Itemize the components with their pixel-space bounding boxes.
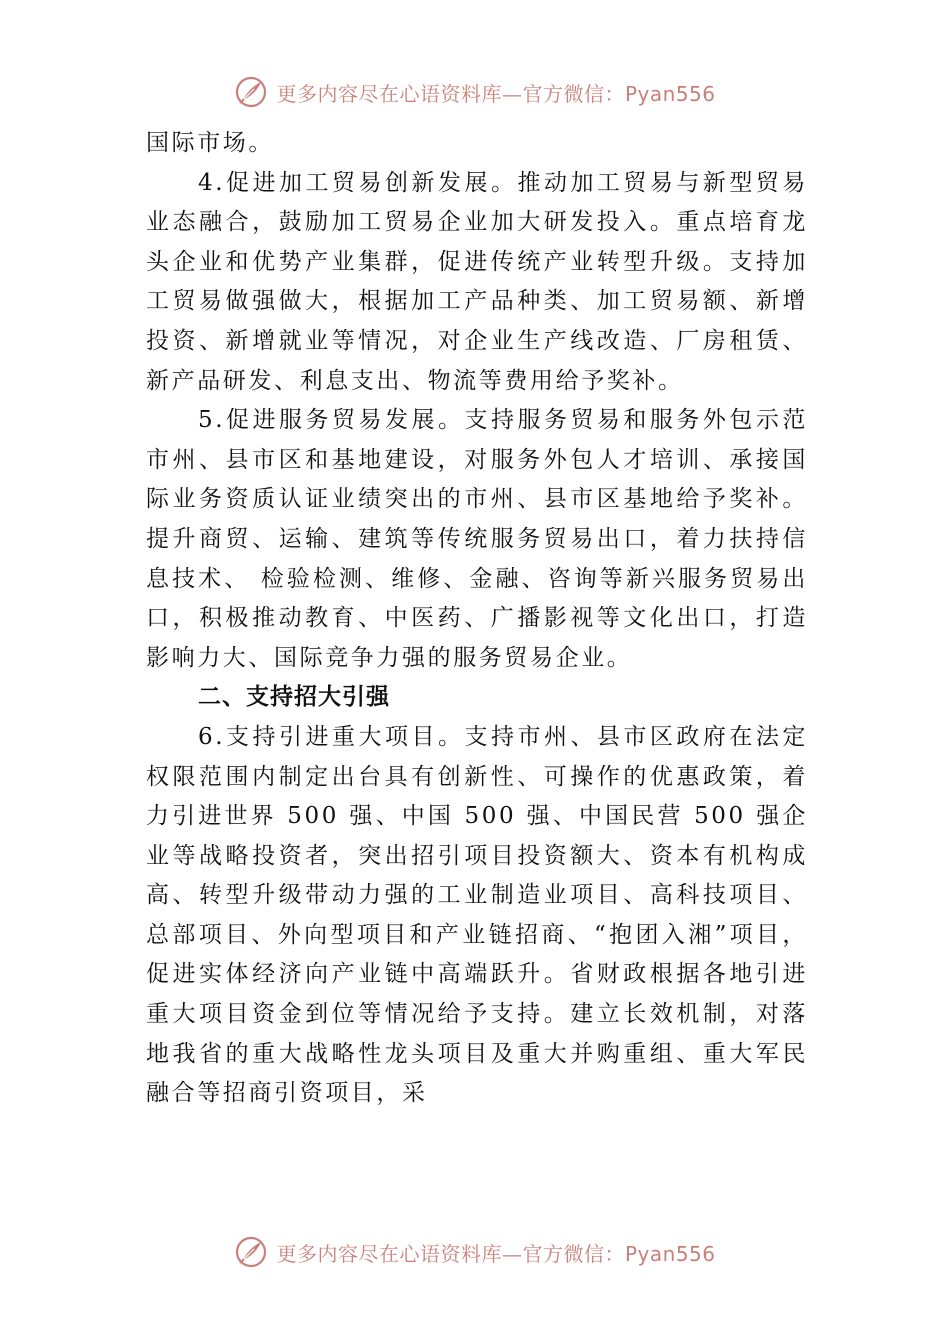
watermark-wechat-id: Pyan556 <box>624 1241 716 1266</box>
section-heading: 二、支持招大引强 <box>198 684 390 711</box>
watermark-wechat-id: Pyan556 <box>624 81 716 106</box>
paragraph-item-6: 6.支持引进重大项目。支持市州、县市区政府在法定权限范围内制定出台具有创新性、可操作的优惠政策，着力引进世界 500 强、中国 500 强、中国民营 500 强企业等战略投资者，突出招引项目投资额大、资本有机构成高、转型升级带动力强的工业制造业项目、高科技项目、总部项目、外向型项目和产业链招商、“抱团入湘”项目，促进实体经济向产业链中高端跃升。省财政根据各地引进重大项目资金到位等情况给予支持。建立长效机制，对落地我省的重大战略性龙头项目及重大并购重组、重大军民融合等招商引资项目，采 <box>146 723 808 1107</box>
document-body <box>146 124 808 1114</box>
footer-watermark <box>0 1232 950 1272</box>
paragraph-continuation: 国际市场。 <box>146 130 274 156</box>
watermark-text: 更多内容尽在心语资料库—官方微信： <box>276 81 625 106</box>
paragraph-item-4: 4.促进加工贸易创新发展。推动加工贸易与新型贸易业态融合，鼓励加工贸易企业加大研发投入。重点培育龙头企业和优势产业集群，促进传统产业转型升级。支持加工贸易做强做大，根据加工产品种类、加工贸易额、新增投资、新增就业等情况，对企业生产线改造、厂房租赁、新产品研发、利息支出、物流等费用给予奖补。 <box>146 169 808 394</box>
watermark-text: 更多内容尽在心语资料库—官方微信： <box>276 1241 625 1266</box>
feather-circle-logo-icon <box>234 75 268 109</box>
feather-circle-logo-icon <box>234 1235 268 1269</box>
paragraph-item-5: 5.促进服务贸易发展。支持服务贸易和服务外包示范市州、县市区和基地建设，对服务外包人才培训、承接国际业务资质认证业绩突出的市州、县市区基地给予奖补。提升商贸、运输、建筑等传统服务贸易出口，着力扶持信息技术、 检验检测、维修、金融、咨询等新兴服务贸易出口，积极推动教育、中医药、广播影视等文化出口，打造影响力大、国际竞争力强的服务贸易企业。 <box>146 407 808 671</box>
header-watermark <box>0 72 950 112</box>
